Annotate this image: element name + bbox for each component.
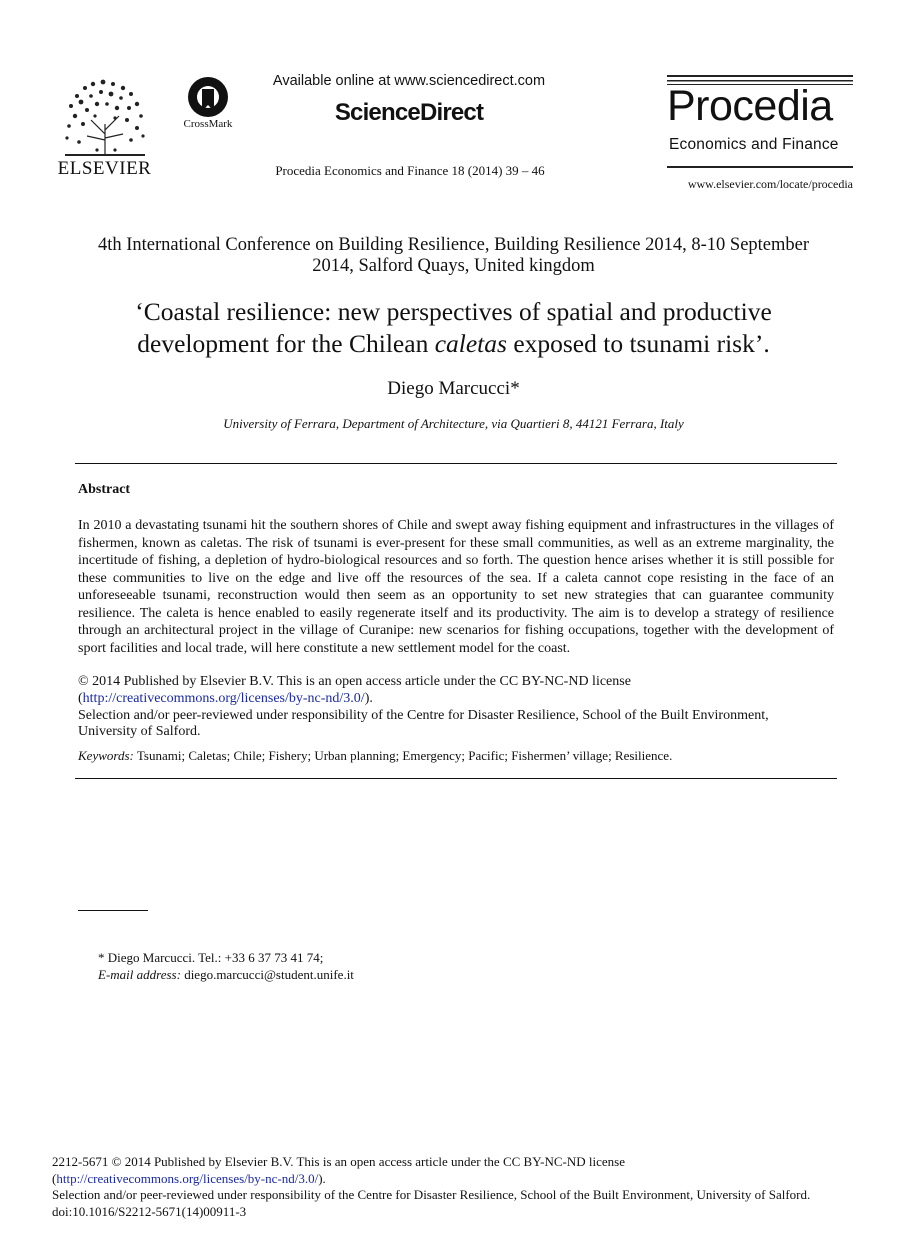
license-open-paren: (	[78, 690, 83, 706]
conference-line	[60, 235, 847, 277]
title-line-2	[60, 328, 847, 360]
footnote	[98, 950, 354, 983]
license-close-paren: ).	[364, 690, 373, 706]
email-label: E-mail address:	[98, 966, 181, 982]
available-online-text: Available online at www.sciencedirect.com	[272, 73, 546, 89]
footer-close-paren: ).	[318, 1170, 326, 1186]
peer-review-line-2: University of Salford.	[78, 724, 201, 740]
conference-line-1: 4th International Conference on Building Resilience, Building Resilience 2014, 8-10 September	[97, 235, 810, 255]
footnote-email-line	[98, 967, 354, 984]
footnote-contact: * Diego Marcucci. Tel.: +33 6 37 73 41 74;	[98, 950, 324, 965]
keywords-label: Keywords:	[78, 748, 134, 763]
abstract-body: In 2010 a devastating tsunami hit the southern shores of Chile and swept away fishing equipment and infrastructures in the villages of fishermen, known as caletas. The risk of tsunami is ever-present for these small communities, as well as an extreme marginality, the incertitude of fishing, a depletion of hydro-biological resources and so forth. The question hence arises whether it is still possible for these communities to live on the edge and live off the resources of the sea. If a caleta cannot cope resisting in the face of an unforeseeable tsunami, reconstruction would then seem as an opportunity to set new strategies that can guarantee community resilience. The caleta is hence enabled to easily regenerate itself and its productivity. The aim is to develop a strategy of resilience through an architectural project in the village of Curanipe: new scenarios for fishing occupations, together with the development of sport facilities and local trade, will here constitute a new settlement model for the coast.	[78, 518, 834, 656]
footer-peer-review-line: Selection and/or peer-reviewed under responsibility of the Centre for Disaster Resilience, School of the Built Environment, University of Salford.	[52, 1187, 811, 1202]
conference-line-2: 2014, Salford Quays, United kingdom	[312, 256, 595, 276]
footer-license-link[interactable]: http://creativecommons.org/licenses/by-nc-nd/3.0/	[56, 1170, 319, 1186]
top-divider	[75, 463, 837, 464]
title-line-2-post: exposed to tsunami risk’.	[506, 329, 770, 358]
abstract-heading: Abstract	[78, 482, 131, 497]
journal-divider	[667, 166, 853, 168]
keywords-line	[78, 748, 834, 764]
footer-doi[interactable]: doi:10.1016/S2212-5671(14)00911-3	[52, 1203, 247, 1219]
license-line	[78, 691, 834, 708]
page-footer	[52, 1154, 852, 1220]
license-link[interactable]: http://creativecommons.org/licenses/by-nc-nd/3.0/	[82, 690, 365, 706]
copyright-block	[78, 674, 834, 741]
journal-citation: Procedia Economics and Finance 18 (2014) 39 – 46	[275, 163, 545, 178]
title-italic-term: caletas	[434, 329, 507, 358]
article-title	[60, 296, 847, 360]
sciencedirect-brand: ScienceDirect	[334, 99, 484, 126]
footnote-divider	[78, 910, 148, 911]
footer-issn-line: 2212-5671 © 2014 Published by Elsevier B.V. This is an open access article under the CC BY-NC-ND license	[52, 1154, 626, 1169]
email-address[interactable]: diego.marcucci@student.unife.it	[180, 966, 354, 982]
author-name: Diego Marcucci*	[387, 378, 520, 399]
title-line-1: ‘Coastal resilience: new perspectives of spatial and productive	[135, 297, 772, 326]
keywords-list: Tsunami; Caletas; Chile; Fishery; Urban planning; Emergency; Pacific; Fishermen’ village; Resilience.	[133, 748, 673, 763]
journal-url-link[interactable]: www.elsevier.com/locate/procedia	[687, 177, 853, 191]
journal-subtitle: Economics and Finance	[669, 136, 839, 153]
footer-license-line	[52, 1171, 852, 1188]
author-affiliation: University of Ferrara, Department of Architecture, via Quartieri 8, 44121 Ferrara, Italy	[223, 416, 684, 431]
publisher-name: ELSEVIER	[57, 158, 152, 179]
bottom-divider	[75, 778, 837, 779]
footer-open-paren: (	[52, 1170, 57, 1186]
crossmark-label: CrossMark	[183, 118, 233, 130]
copyright-line: © 2014 Published by Elsevier B.V. This is an open access article under the CC BY-NC-ND license	[78, 674, 631, 689]
peer-review-line: Selection and/or peer-reviewed under responsibility of the Centre for Disaster Resilience, School of the Built Environment,	[78, 707, 769, 723]
title-line-2-pre: development for the Chilean	[137, 329, 435, 358]
journal-brand: Procedia	[667, 82, 833, 130]
